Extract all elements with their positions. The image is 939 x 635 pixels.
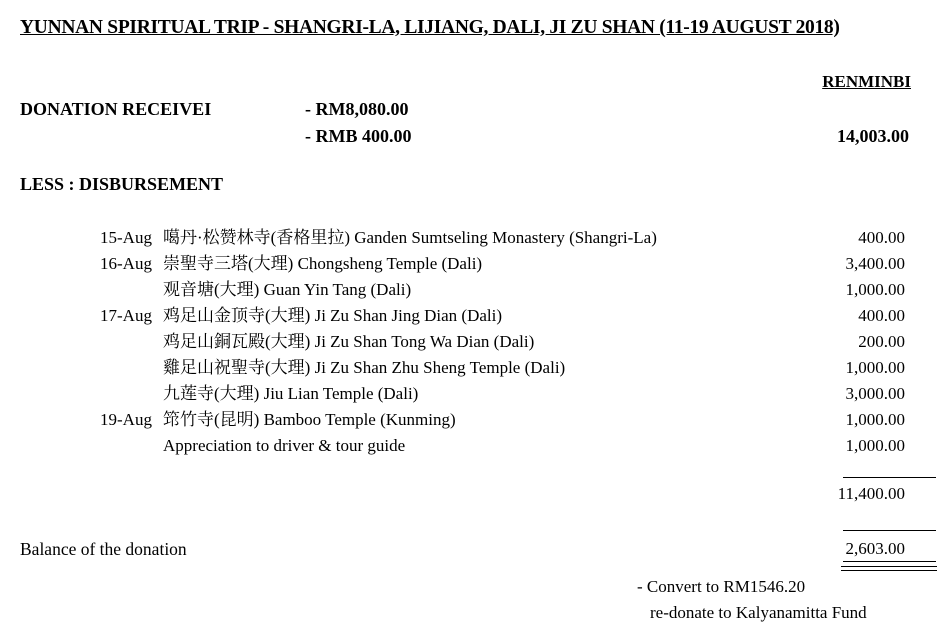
donation-received-label: DONATION RECEIVEI — [20, 99, 212, 119]
row-amount: 1,000.00 — [845, 410, 905, 429]
disbursement-row — [0, 435, 939, 461]
row-amount: 200.00 — [858, 332, 905, 351]
row-amount: 3,400.00 — [845, 254, 905, 273]
disbursement-row — [0, 409, 939, 435]
row-amount: 400.00 — [858, 228, 905, 247]
balance-amount: 2,603.00 — [845, 539, 905, 558]
donation-renminbi-total: 14,003.00 — [837, 126, 909, 146]
row-description: 观音塘(大理) Guan Yin Tang (Dali) — [163, 280, 412, 299]
row-description: 噶丹·松赞林寺(香格里拉) Ganden Sumtseling Monastery (Shangri-La) — [163, 228, 657, 247]
row-date: 19-Aug — [100, 410, 152, 429]
row-amount: 1,000.00 — [845, 280, 905, 299]
less-disbursement-heading: LESS : DISBURSEMENT — [20, 174, 224, 194]
row-description: 雞足山祝聖寺(大理) Ji Zu Shan Zhu Sheng Temple (Dali) — [163, 358, 566, 377]
donation-amount-rmb: - RMB 400.00 — [305, 126, 412, 146]
disbursement-row — [0, 305, 939, 331]
balance-underline — [843, 561, 936, 562]
disbursement-row — [0, 383, 939, 409]
disbursement-row — [0, 331, 939, 357]
row-amount: 1,000.00 — [845, 436, 905, 455]
page-title: YUNNAN SPIRITUAL TRIP - SHANGRI-LA, LIJIANG, DALI, JI ZU SHAN (11-19 AUGUST 2018) — [20, 17, 840, 38]
donation-amount-rm: - RM8,080.00 — [305, 99, 409, 119]
footnote-convert: - Convert to RM1546.20 — [637, 577, 806, 596]
currency-column-header: RENMINBI — [822, 72, 911, 91]
row-description: Appreciation to driver & tour guide — [163, 436, 406, 455]
row-description: 鸡足山金顶寺(大理) Ji Zu Shan Jing Dian (Dali) — [163, 306, 503, 325]
row-amount: 400.00 — [858, 306, 905, 325]
row-date: 16-Aug — [100, 254, 152, 273]
disbursement-row — [0, 279, 939, 305]
footnote-redonate: re-donate to Kalyanamitta Fund — [650, 603, 867, 622]
disbursement-row — [0, 357, 939, 383]
row-description: 九莲寺(大理) Jiu Lian Temple (Dali) — [163, 384, 419, 403]
disbursement-row — [0, 253, 939, 279]
disbursement-row — [0, 227, 939, 253]
balance-label: Balance of the donation — [20, 539, 187, 559]
balance-top-rule — [843, 530, 936, 531]
row-description: 崇聖寺三塔(大理) Chongsheng Temple (Dali) — [163, 254, 483, 273]
grand-total-double-rule — [841, 566, 937, 571]
row-description: 筇竹寺(昆明) Bamboo Temple (Kunming) — [163, 410, 456, 429]
total-disbursement-amount: 11,400.00 — [837, 484, 905, 503]
row-date: 17-Aug — [100, 306, 152, 325]
row-description: 鸡足山銅瓦殿(大理) Ji Zu Shan Tong Wa Dian (Dali) — [163, 332, 535, 351]
row-date: 15-Aug — [100, 228, 152, 247]
row-amount: 1,000.00 — [845, 358, 905, 377]
subtotal-rule — [843, 477, 936, 478]
row-amount: 3,000.00 — [845, 384, 905, 403]
